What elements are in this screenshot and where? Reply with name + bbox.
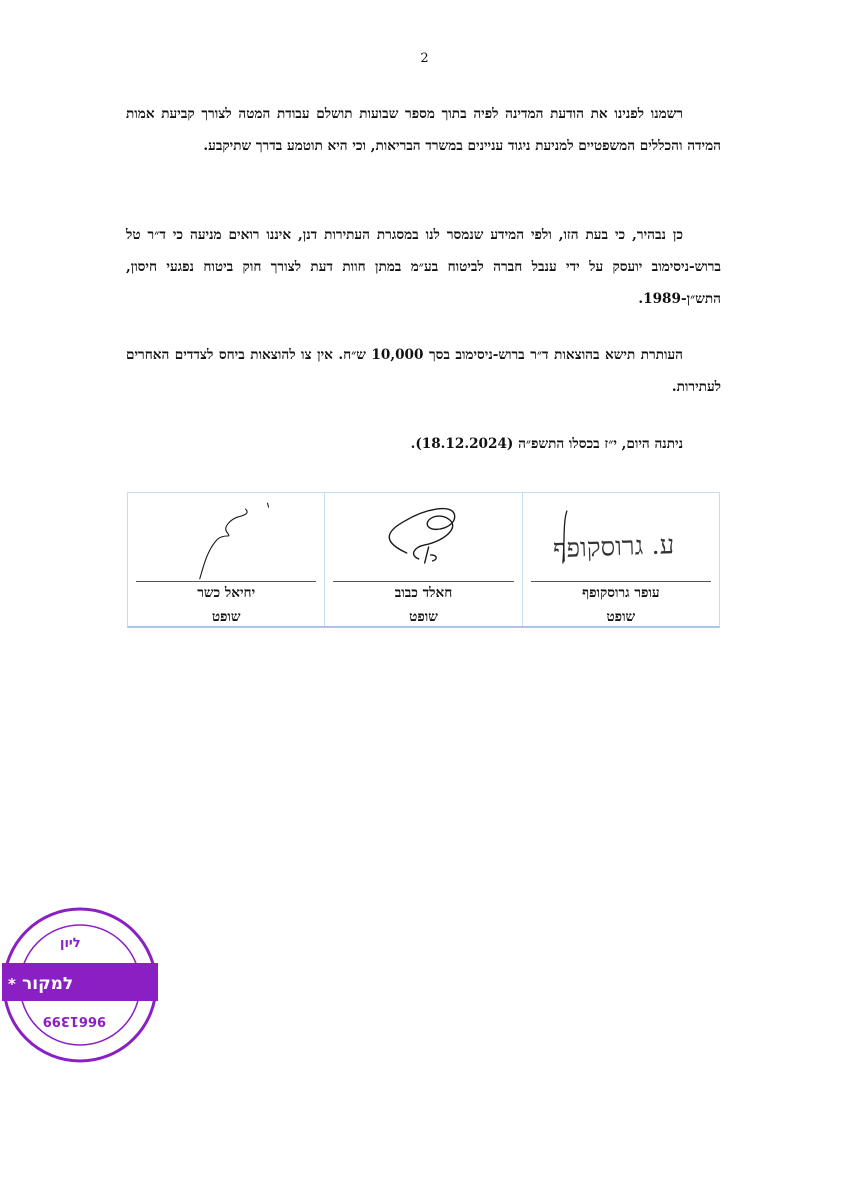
judge-name: עופר גרוסקופף [582,585,660,601]
signature-groskopf-text: ע. גרוסקופף [552,530,675,565]
given-date: ניתנה היום, י״ז בכסלו התשפ״ה (18.12.2024). [410,436,683,452]
paragraph-clarification: כן נבהיר, כי בעת הזו, ולפי המידע שנמסר לנו במסגרת העתירות דנן, איננו רואים מניעה כי ד״ר טל ברוש-ניסימוב יועסק על ידי ענבל חברה לביטוח בע״מ במתן חוות דעת לצורך חוק ביטוח נפגעי חיסון, התש״ן-1989. [126,227,721,307]
judge-name: חאלד כבוב [394,585,453,601]
signature-line [136,581,316,582]
certified-copy-stamp [0,905,106,1065]
signature-kasher [128,493,324,583]
stamp-top-text: ליון [60,936,81,951]
paragraph-state-notice: רשמנו לפנינו את הודעת המדינה לפיה בתוך מספר שבועות תושלם עבודת המטה לצורך קביעת אמות המידה והכללים המשפטיים למניעת ניגוד עניינים במשרד הבריאות, וכי היא תוטמע בדרך שתיקבע. [126,106,721,154]
signature-cell-groskopf [522,493,719,626]
page-number: 2 [420,51,429,66]
signature-line [531,581,711,582]
svg-text:*: * [8,975,16,993]
paragraph-costs: העותרת תישא בהוצאות ד״ר ברוש-ניסימוב בסך 10,000 ש״ח. אין צו להוצאות ביחס לצדדים האחרים לעתירות. [126,347,721,395]
signature-kabub [325,493,521,583]
judge-title: שופט [606,609,636,625]
judge-title: שופט [211,609,241,625]
signature-cell-kabub [324,493,521,626]
stamp-center-text: למקור [22,974,74,994]
signature-line [333,581,513,582]
signature-groskopf [523,493,719,583]
stamp-bottom-text: 9661399 [42,1013,106,1028]
judge-name: יחיאל כשר [197,585,256,601]
stamp-seal [0,905,160,1065]
judge-title: שופט [409,609,438,625]
signature-cell-kasher [128,493,324,626]
signature-table [127,492,720,628]
